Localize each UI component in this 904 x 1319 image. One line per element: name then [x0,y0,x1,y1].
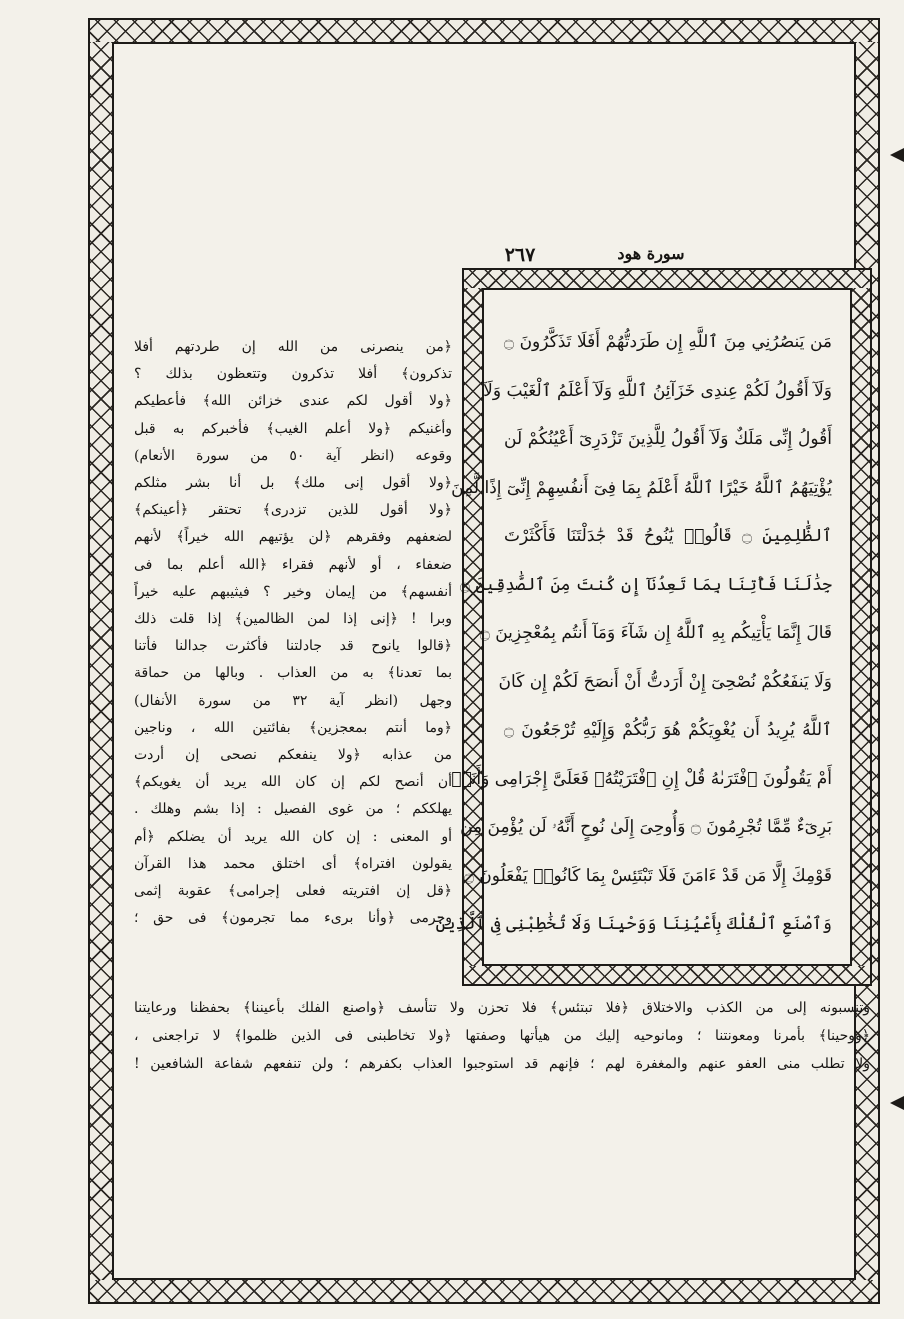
tafsir-commentary-column [134,334,452,932]
tafsir-line: ﴿ولا أقول إنى ملك﴾ بل أنا بشر مثلكم [134,475,452,492]
border-left-band [90,42,114,1280]
tafsir-line: وجرمى ﴿وأنا برىء مما تجرمون﴾ فى حق ؛ [134,910,452,927]
tafsir-line: ﴿من ينصرنى من الله إن طردتهم أفلا [134,339,452,355]
quran-line: يُؤْتِيَهُمُ ٱللَّهُ خَيْرًا ٱللَّهُ أَعْلَمُ بِمَا فِىٓ أَنفُسِهِمْ إِنِّىٓ إِذًا لَّمِنَ [451,477,832,498]
quran-line: وَلَا يَنفَعُكُمْ نُصْحِىٓ إِنْ أَرَدتُّ أَنْ أَنصَحَ لَكُمْ إِن كَانَ [498,671,832,692]
edge-marker-icon [890,148,904,162]
quran-line: بَرِىٓءٌ مِّمَّا تُجْرِمُونَ ۝ وَأُوحِىَ إِلَىٰ نُوحٍ أَنَّهُۥ لَن يُؤْمِنَ مِن [460,817,832,837]
quran-line: قَوْمِكَ إِلَّا مَن قَدْ ءَامَنَ فَلَا تَبْتَئِسْ بِمَا كَانُوا۟ يَفْعَلُونَ ۝ [463,865,832,886]
tafsir-line: أو المعنى : إن كان الله يريد أن يضلكم ﴿أم [134,828,452,845]
surah-title: سورة هود [617,244,685,263]
tafsir-line: ﴿وما أنتم بمعجزين﴾ بفائتين الله ، وناجين [134,719,452,736]
quran-text-box [435,268,872,986]
tafsir-line: وجهل (انظر آية ٣٢ من سورة الأنفال) [134,692,452,709]
tafsir-line: يهلككم ؛ من غوى الفصيل : إذا بشم وهلك . [134,801,452,818]
tafsir-line: لضعفهم وفقرهم ﴿لن يؤتيهم الله خيراً﴾ لأنهم [134,529,452,546]
quran-line: وَلَآ أَقُولُ لَكُمْ عِندِى خَزَآئِنُ ٱللَّهِ وَلَآ أَعْلَمُ ٱلْغَيْبَ وَلَآ [483,380,832,401]
tafsir-line: وأغنيكم ﴿ولا أعلم الغيب﴾ فأخبركم به قبل [134,420,452,437]
tafsir-line: ﴿قل إن افتريته فعلى إجرامى﴾ عقوبة إثمى [134,883,452,900]
tafsir-line: ﴿ولا أقول للذين تزدرى﴾ تحتقر ﴿أعينكم﴾ [134,502,452,519]
page-number: ٢٦٧ [504,244,536,266]
tafsir-line: بما تعدنا﴾ به من العذاب . وبالها من حماقة [134,665,452,682]
tafsir-line: يقولون افتراه﴾ أى اختلق محمد هذا القرآن [134,855,452,872]
tafsir-line: أنفسهم﴾ من إيمان وخير ؟ فيثيبهم عليه خيراً [134,583,452,600]
quran-box-border-bottom [464,964,870,984]
tafsir-line: وبرا ! ﴿إنى إذا لمن الظالمين﴾ إذا قلت ذلك [134,611,452,628]
quran-line: جِدَٰلَنَا فَأْتِنَا بِمَا تَعِدُنَآ إِن كُنتَ مِنَ ٱلصَّٰدِقِينَ ۝ [460,574,832,595]
quran-box-border-right [850,288,870,966]
tafsir-line: تذكرون﴾ أفلا تذكرون وتتعظون بذلك ؟ [134,366,452,383]
quran-line: أَقُولُ إِنِّى مَلَكٌ وَلَآ أَقُولُ لِلَّذِينَ تَزْدَرِىٓ أَعْيُنُكُمْ لَن [504,429,832,449]
quran-line: ٱللَّهُ يُرِيدُ أَن يُغْوِيَكُمْ هُوَ رَبُّكُمْ وَإِلَيْهِ تُرْجَعُونَ ۝ [504,720,832,740]
quran-line: أَمْ يَقُولُونَ ٱفْتَرَىٰهُ قُلْ إِنِ ٱفْتَرَيْتُهُۥ فَعَلَىَّ إِجْرَامِى وَأَنَا۠ [451,768,832,789]
tafsir-commentary-continuation [134,994,870,1078]
quran-box-border-top [464,270,870,290]
tafsir-line: ﴿ووحينا﴾ بأمرنا ومعونتنا ؛ ومانوحيه إليك من هيأتها وصفتها ﴿ولا تخاطبنى فى الذين ظلموا﴾ لا تراجعنى ، [134,1028,870,1044]
border-bottom-band [90,1278,878,1302]
quran-verses [435,318,832,949]
tafsir-line: ولا تطلب منى العفو عنهم والمغفرة لهم ؛ فإنهم قد استوجبوا العذاب بكفرهم ؛ ولن تنفعهم شفاعة الشافعين ! [134,1056,870,1072]
quran-line: ٱلظَّٰلِمِينَ ۝ قَالُوا۟ يَٰنُوحُ قَدْ جَٰدَلْتَنَا فَأَكْثَرْتَ [504,526,832,546]
quran-line: مَن يَنصُرُنِي مِنَ ٱللَّهِ إِن طَرَدتُّهُمْ أَفَلَا تَذَكَّرُونَ ۝ [504,332,832,352]
tafsir-line: ﴿قالوا يانوح قد جادلتنا فأكثرت جدالنا فأتنا [134,638,452,655]
tafsir-line: وقوعه (انظر آية ٥٠ من سورة الأنعام) [134,447,452,464]
tafsir-line: ضعفاء ، أو لأنهم فقراء ﴿الله أعلم بما فى [134,556,452,573]
quran-line: قَالَ إِنَّمَا يَأْتِيكُم بِهِ ٱللَّهُ إِن شَآءَ وَمَآ أَنتُم بِمُعْجِزِينَ ۝ [479,623,832,643]
quran-line: وَٱصْنَعِ ٱلْفُلْكَ بِأَعْيُنِنَا وَوَحْيِنَا وَلَا تُخَٰطِبْنِى فِى ٱلَّذِينَ [435,914,832,934]
tafsir-line: أن أنصح لكم إن كان الله يريد أن يغويكم﴾ [134,774,452,791]
tafsir-line: ﴿ولا أقول لكم عندى خزائن الله﴾ فأعطيكم [134,393,452,410]
border-top-band [90,20,878,44]
tafsir-line: من عذابه ﴿ولا ينفعكم نصحى إن أردت [134,747,452,764]
edge-marker-icon [890,1096,904,1110]
tafsir-line: وتنسبونه إلى من الكذب والاختلاق ﴿فلا تبتئس﴾ فلا تحزن ولا تتأسف ﴿واصنع الفلك بأعيننا﴾ بحفظنا ورعايتنا [134,1000,870,1016]
